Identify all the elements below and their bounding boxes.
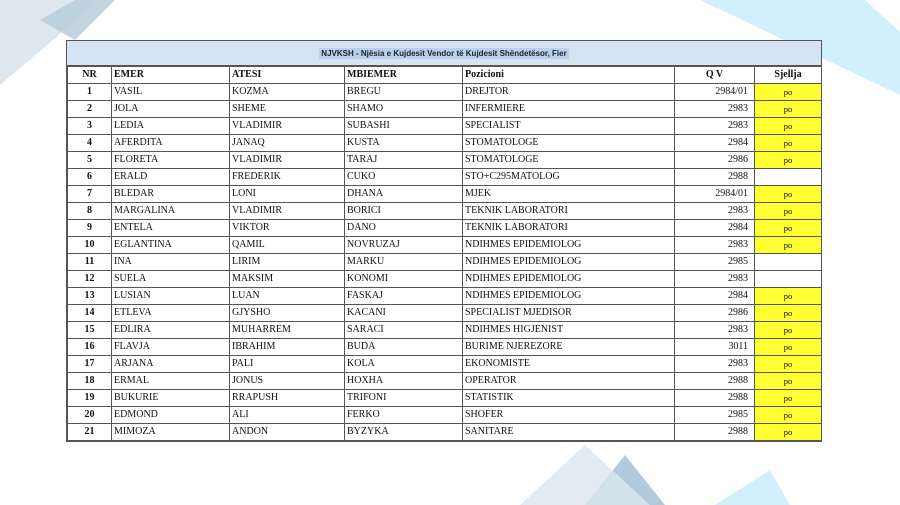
cell-nr: 9 bbox=[68, 220, 112, 237]
table-row bbox=[68, 390, 822, 407]
cell-emer: MIMOZA bbox=[112, 424, 230, 441]
cell-qv: 2985 bbox=[675, 407, 755, 424]
cell-sjellja: po bbox=[755, 152, 822, 169]
cell-qv: 2984/01 bbox=[675, 186, 755, 203]
cell-sjellja: po bbox=[755, 373, 822, 390]
table-row bbox=[68, 237, 822, 254]
cell-nr: 13 bbox=[68, 288, 112, 305]
cell-pozicioni: OPERATOR bbox=[463, 373, 675, 390]
cell-sjellja: po bbox=[755, 356, 822, 373]
cell-mbiemer: SARACI bbox=[345, 322, 463, 339]
cell-atesi: LUAN bbox=[230, 288, 345, 305]
table-row bbox=[68, 254, 822, 271]
cell-atesi: GJYSHO bbox=[230, 305, 345, 322]
cell-pozicioni: TEKNIK LABORATORI bbox=[463, 220, 675, 237]
cell-mbiemer: MARKU bbox=[345, 254, 463, 271]
cell-emer: SUELA bbox=[112, 271, 230, 288]
cell-emer: ETLEVA bbox=[112, 305, 230, 322]
cell-mbiemer: FERKO bbox=[345, 407, 463, 424]
cell-qv: 2988 bbox=[675, 424, 755, 441]
header-sjellja: Sjellja bbox=[755, 67, 822, 84]
table-row bbox=[68, 84, 822, 101]
cell-mbiemer: KACANI bbox=[345, 305, 463, 322]
cell-emer: ERMAL bbox=[112, 373, 230, 390]
cell-nr: 21 bbox=[68, 424, 112, 441]
cell-mbiemer: CUKO bbox=[345, 169, 463, 186]
cell-pozicioni: STO+C295MATOLOG bbox=[463, 169, 675, 186]
cell-qv: 2988 bbox=[675, 390, 755, 407]
cell-atesi: VIKTOR bbox=[230, 220, 345, 237]
cell-pozicioni: NDIHMES EPIDEMIOLOG bbox=[463, 288, 675, 305]
cell-pozicioni: STOMATOLOGE bbox=[463, 152, 675, 169]
cell-pozicioni: DREJTOR bbox=[463, 84, 675, 101]
cell-mbiemer: BREGU bbox=[345, 84, 463, 101]
cell-sjellja: po bbox=[755, 84, 822, 101]
header-pozicioni: Pozicioni bbox=[463, 67, 675, 84]
cell-mbiemer: TRIFONI bbox=[345, 390, 463, 407]
cell-emer: VASIL bbox=[112, 84, 230, 101]
cell-mbiemer: FASKAJ bbox=[345, 288, 463, 305]
table-row bbox=[68, 203, 822, 220]
cell-mbiemer: HOXHA bbox=[345, 373, 463, 390]
cell-emer: LUSIAN bbox=[112, 288, 230, 305]
cell-emer: INA bbox=[112, 254, 230, 271]
cell-qv: 2988 bbox=[675, 169, 755, 186]
cell-emer: EDLIRA bbox=[112, 322, 230, 339]
cell-mbiemer: KONOMI bbox=[345, 271, 463, 288]
cell-sjellja: po bbox=[755, 186, 822, 203]
cell-qv: 2983 bbox=[675, 101, 755, 118]
table-row bbox=[68, 118, 822, 135]
cell-nr: 5 bbox=[68, 152, 112, 169]
header-qv: Q V bbox=[675, 67, 755, 84]
cell-atesi: RRAPUSH bbox=[230, 390, 345, 407]
cell-pozicioni: NDIHMES HIGJENIST bbox=[463, 322, 675, 339]
cell-atesi: VLADIMIR bbox=[230, 152, 345, 169]
cell-nr: 12 bbox=[68, 271, 112, 288]
cell-qv: 3011 bbox=[675, 339, 755, 356]
table-row bbox=[68, 407, 822, 424]
bottom-triangle-right bbox=[715, 470, 790, 505]
cell-nr: 4 bbox=[68, 135, 112, 152]
cell-atesi: IBRAHIM bbox=[230, 339, 345, 356]
cell-emer: FLAVJA bbox=[112, 339, 230, 356]
cell-sjellja: po bbox=[755, 101, 822, 118]
table-row bbox=[68, 373, 822, 390]
cell-mbiemer: SHAMO bbox=[345, 101, 463, 118]
header-nr: NR bbox=[68, 67, 112, 84]
cell-mbiemer: NOVRUZAJ bbox=[345, 237, 463, 254]
table-row bbox=[68, 220, 822, 237]
cell-qv: 2988 bbox=[675, 373, 755, 390]
cell-nr: 11 bbox=[68, 254, 112, 271]
staff-table bbox=[67, 66, 822, 441]
table-row bbox=[68, 305, 822, 322]
cell-qv: 2983 bbox=[675, 203, 755, 220]
cell-qv: 2984 bbox=[675, 135, 755, 152]
cell-qv: 2984 bbox=[675, 288, 755, 305]
cell-emer: EDMOND bbox=[112, 407, 230, 424]
cell-pozicioni: MJEK bbox=[463, 186, 675, 203]
cell-atesi: QAMIL bbox=[230, 237, 345, 254]
table-title-bar bbox=[67, 41, 821, 66]
table-row bbox=[68, 152, 822, 169]
cell-sjellja bbox=[755, 254, 822, 271]
cell-sjellja: po bbox=[755, 220, 822, 237]
cell-qv: 2985 bbox=[675, 254, 755, 271]
cell-atesi: ANDON bbox=[230, 424, 345, 441]
cell-qv: 2983 bbox=[675, 237, 755, 254]
cell-nr: 17 bbox=[68, 356, 112, 373]
cell-mbiemer: KOLA bbox=[345, 356, 463, 373]
staff-table-sheet bbox=[66, 40, 822, 442]
cell-mbiemer: BUDA bbox=[345, 339, 463, 356]
table-header-row bbox=[68, 67, 822, 84]
cell-atesi: PALI bbox=[230, 356, 345, 373]
cell-atesi: LIRIM bbox=[230, 254, 345, 271]
cell-pozicioni: STATISTIK bbox=[463, 390, 675, 407]
cell-sjellja: po bbox=[755, 390, 822, 407]
cell-atesi: SHEME bbox=[230, 101, 345, 118]
cell-nr: 14 bbox=[68, 305, 112, 322]
cell-atesi: VLADIMIR bbox=[230, 118, 345, 135]
cell-nr: 2 bbox=[68, 101, 112, 118]
cell-emer: AFERDITA bbox=[112, 135, 230, 152]
cell-emer: ENTELA bbox=[112, 220, 230, 237]
cell-emer: MARGALINA bbox=[112, 203, 230, 220]
cell-sjellja: po bbox=[755, 135, 822, 152]
cell-nr: 19 bbox=[68, 390, 112, 407]
cell-emer: ARJANA bbox=[112, 356, 230, 373]
cell-pozicioni: NDIHMES EPIDEMIOLOG bbox=[463, 254, 675, 271]
header-atesi: ATESI bbox=[230, 67, 345, 84]
cell-atesi: JONUS bbox=[230, 373, 345, 390]
cell-mbiemer: DANO bbox=[345, 220, 463, 237]
cell-emer: JOLA bbox=[112, 101, 230, 118]
cell-qv: 2983 bbox=[675, 322, 755, 339]
cell-mbiemer: SUBASHI bbox=[345, 118, 463, 135]
cell-mbiemer: TARAJ bbox=[345, 152, 463, 169]
cell-emer: FLORETA bbox=[112, 152, 230, 169]
cell-nr: 20 bbox=[68, 407, 112, 424]
cell-qv: 2983 bbox=[675, 118, 755, 135]
cell-mbiemer: KUSTA bbox=[345, 135, 463, 152]
cell-emer: ERALD bbox=[112, 169, 230, 186]
table-row bbox=[68, 322, 822, 339]
cell-pozicioni: TEKNIK LABORATORI bbox=[463, 203, 675, 220]
cell-emer: LEDIA bbox=[112, 118, 230, 135]
cell-sjellja: po bbox=[755, 305, 822, 322]
cell-pozicioni: NDIHMES EPIDEMIOLOG bbox=[463, 271, 675, 288]
cell-atesi: JANAQ bbox=[230, 135, 345, 152]
cell-sjellja: po bbox=[755, 424, 822, 441]
cell-emer: EGLANTINA bbox=[112, 237, 230, 254]
cell-nr: 15 bbox=[68, 322, 112, 339]
cell-pozicioni: SHOFER bbox=[463, 407, 675, 424]
table-row bbox=[68, 271, 822, 288]
cell-sjellja: po bbox=[755, 118, 822, 135]
cell-pozicioni: SPECIALIST MJEDISOR bbox=[463, 305, 675, 322]
cell-nr: 8 bbox=[68, 203, 112, 220]
table-row bbox=[68, 339, 822, 356]
cell-nr: 7 bbox=[68, 186, 112, 203]
cell-sjellja bbox=[755, 169, 822, 186]
cell-pozicioni: SANITARE bbox=[463, 424, 675, 441]
cell-atesi: LONI bbox=[230, 186, 345, 203]
cell-qv: 2983 bbox=[675, 271, 755, 288]
cell-nr: 1 bbox=[68, 84, 112, 101]
cell-qv: 2984 bbox=[675, 220, 755, 237]
table-row bbox=[68, 288, 822, 305]
cell-sjellja: po bbox=[755, 288, 822, 305]
cell-nr: 10 bbox=[68, 237, 112, 254]
cell-pozicioni: SPECIALIST bbox=[463, 118, 675, 135]
cell-nr: 3 bbox=[68, 118, 112, 135]
cell-pozicioni: NDIHMES EPIDEMIOLOG bbox=[463, 237, 675, 254]
cell-sjellja: po bbox=[755, 322, 822, 339]
header-emer: EMER bbox=[112, 67, 230, 84]
header-mbiemer: MBIEMER bbox=[345, 67, 463, 84]
cell-emer: BUKURIE bbox=[112, 390, 230, 407]
cell-qv: 2983 bbox=[675, 356, 755, 373]
cell-qv: 2986 bbox=[675, 152, 755, 169]
cell-atesi: ALI bbox=[230, 407, 345, 424]
cell-atesi: VLADIMIR bbox=[230, 203, 345, 220]
cell-atesi: FREDERIK bbox=[230, 169, 345, 186]
table-title: NJVKSH - Njësia e Kujdesit Vendor të Kujdesit Shëndetësor, Fier bbox=[321, 48, 567, 58]
table-row bbox=[68, 101, 822, 118]
cell-atesi: KOZMA bbox=[230, 84, 345, 101]
cell-nr: 18 bbox=[68, 373, 112, 390]
cell-pozicioni: STOMATOLOGE bbox=[463, 135, 675, 152]
cell-qv: 2984/01 bbox=[675, 84, 755, 101]
table-row bbox=[68, 169, 822, 186]
cell-sjellja: po bbox=[755, 339, 822, 356]
cell-sjellja bbox=[755, 271, 822, 288]
cell-pozicioni: INFERMIERE bbox=[463, 101, 675, 118]
table-row bbox=[68, 356, 822, 373]
cell-sjellja: po bbox=[755, 203, 822, 220]
cell-mbiemer: BORICI bbox=[345, 203, 463, 220]
table-row bbox=[68, 135, 822, 152]
cell-pozicioni: EKONOMISTE bbox=[463, 356, 675, 373]
cell-qv: 2986 bbox=[675, 305, 755, 322]
table-row bbox=[68, 424, 822, 441]
cell-nr: 16 bbox=[68, 339, 112, 356]
cell-sjellja: po bbox=[755, 407, 822, 424]
table-row bbox=[68, 186, 822, 203]
cell-mbiemer: DHANA bbox=[345, 186, 463, 203]
cell-atesi: MUHARREM bbox=[230, 322, 345, 339]
cell-mbiemer: BYZYKA bbox=[345, 424, 463, 441]
cell-nr: 6 bbox=[68, 169, 112, 186]
cell-emer: BLEDAR bbox=[112, 186, 230, 203]
cell-pozicioni: BURIME NJEREZORE bbox=[463, 339, 675, 356]
cell-atesi: MAKSIM bbox=[230, 271, 345, 288]
cell-sjellja: po bbox=[755, 237, 822, 254]
